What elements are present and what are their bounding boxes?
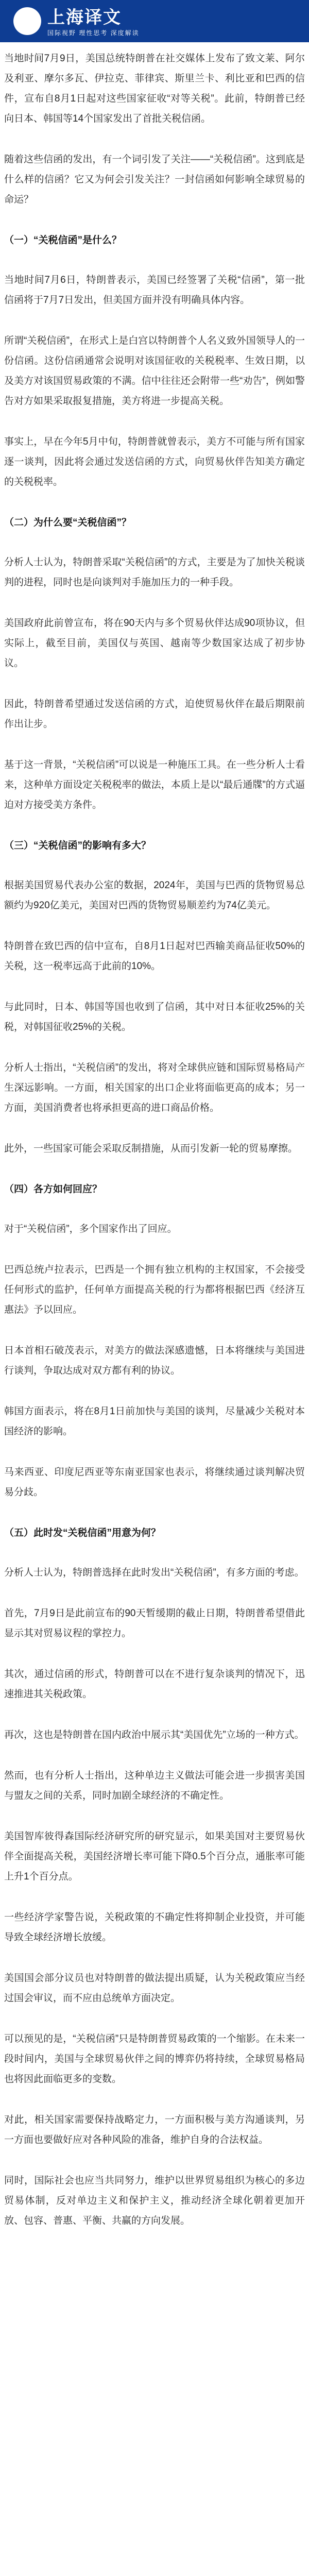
- section-heading: （二）为什么要“关税信函”？: [4, 517, 132, 528]
- article-paragraph: 对于“关税信函”，多个国家作出了回应。: [4, 1224, 177, 1234]
- article-paragraph: 其次，通过信函的形式，特朗普可以在不进行复杂谈判的情况下，迅速推进其关税政策。: [4, 1669, 305, 1700]
- article-paragraph: 基于这一背景，“关税信函”可以说是一种施压工具。在一些分析人士看来，这种单方面设定关税税率的做法，本质上是以“最后通牒”的方式逼迫对方接受美方条件。: [4, 759, 305, 810]
- article-paragraph: 事实上，早在今年5月中旬，特朗普就曾表示，美方不可能与所有国家逐一谈判，因此将会通过发送信函的方式，向贸易伙伴告知美方确定的关税税率。: [4, 436, 305, 487]
- article-paragraph: 日本首相石破茂表示，对美方的做法深感遗憾，日本将继续与美国进行谈判，争取达成对双方都有利的协议。: [4, 1345, 305, 1376]
- article-paragraph: 韩国方面表示，将在8月1日前加快与美国的谈判，尽量减少关税对本国经济的影响。: [4, 1406, 305, 1437]
- article-paragraph: 此外，一些国家可能会采取反制措施，从而引发新一轮的贸易摩擦。: [4, 1143, 298, 1154]
- section-heading: （四）各方如何回应？: [4, 1184, 102, 1195]
- article-paragraph: 一些经济学家警告说，关税政策的不确定性将抑制企业投资，并可能导致全球经济增长放缓。: [4, 1912, 305, 1943]
- article-paragraph: 随着这些信函的发出，有一个词引发了关注——“关税信函”。这到底是什么样的信函？它又为何会引发关注？一封信函如何影响全球贸易的命运？: [4, 154, 305, 205]
- article-paragraph: 然而，也有分析人士指出，这种单边主义做法可能会进一步损害美国与盟友之间的关系，同时加剧全球经济的不确定性。: [4, 1770, 305, 1801]
- article-paragraph: 所谓“关税信函”，在形式上是白宫以特朗普个人名义致外国领导人的一份信函。这份信函通常会说明对该国征收的关税税率、生效日期，以及美方对该国贸易政策的不满。信中往往还会附带一些“劝告”，例如警告对方如果采取报复措施，美方将进一步提高关税。: [4, 335, 305, 406]
- article-paragraph: 分析人士认为，特朗普采取“关税信函”的方式，主要是为了加快关税谈判的进程，同时也是向谈判对手施加压力的一种手段。: [4, 557, 305, 588]
- article-paragraph: 特朗普在致巴西的信中宣布，自8月1日起对巴西输美商品征收50%的关税，这一税率远高于此前的10%。: [4, 941, 305, 972]
- article-body: [4, 48, 305, 2251]
- section-heading: （一）“关税信函”是什么？: [4, 235, 122, 246]
- article-paragraph: 分析人士指出，“关税信函”的发出，将对全球供应链和国际贸易格局产生深远影响。一方面，相关国家的出口企业将面临更高的成本；另一方面，美国消费者也将承担更高的进口商品价格。: [4, 1062, 305, 1113]
- article-paragraph: 对此，相关国家需要保持战略定力，一方面积极与美方沟通谈判，另一方面也要做好应对各种风险的准备，维护自身的合法权益。: [4, 2114, 305, 2145]
- header-banner: [0, 0, 309, 42]
- section-heading: （三）“关税信函”的影响有多大？: [4, 840, 151, 851]
- article-paragraph: 巴西总统卢拉表示，巴西是一个拥有独立机构的主权国家，不会接受任何形式的监护，任何单方面提高关税的行为都将根据巴西《经济互惠法》予以回应。: [4, 1264, 305, 1315]
- brand-tagline: 国际视野 理性思考 深度解读: [47, 29, 140, 37]
- article-paragraph: 当地时间7月6日，特朗普表示，美国已经签署了关税“信函”，第一批信函将于7月7日发出，但美国方面并没有明确具体内容。: [4, 275, 305, 306]
- article-paragraph: 美国政府此前曾宣布，将在90天内与多个贸易伙伴达成90项协议，但实际上，截至目前，美国仅与英国、越南等少数国家达成了初步协议。: [4, 618, 305, 669]
- brand-logo-icon: [13, 7, 41, 35]
- article-paragraph: 首先，7月9日是此前宣布的90天暂缓期的截止日期，特朗普希望借此显示其对贸易议程的掌控力。: [4, 1608, 305, 1639]
- article-paragraph: 分析人士认为，特朗普选择在此时发出“关税信函”，有多方面的考虑。: [4, 1567, 304, 1578]
- section-heading: （五）此时发“关税信函”用意为何？: [4, 1528, 161, 1538]
- brand-name: 上海译文: [47, 7, 122, 28]
- article-paragraph: 因此，特朗普希望通过发送信函的方式，迫使贸易伙伴在最后期限前作出让步。: [4, 699, 305, 730]
- article-paragraph: 可以预见的是，“关税信函”只是特朗普贸易政策的一个缩影。在未来一段时间内，美国与全球贸易伙伴之间的博弈仍将持续，全球贸易格局也将因此面临更多的变数。: [4, 2033, 305, 2084]
- article-paragraph: 同时，国际社会也应当共同努力，维护以世界贸易组织为核心的多边贸易体制，反对单边主义和保护主义，推动经济全球化朝着更加开放、包容、普惠、平衡、共赢的方向发展。: [4, 2175, 305, 2226]
- article-paragraph: 与此同时，日本、韩国等国也收到了信函，其中对日本征收25%的关税，对韩国征收25%的关税。: [4, 1002, 305, 1032]
- article-paragraph: 根据美国贸易代表办公室的数据，2024年，美国与巴西的货物贸易总额约为920亿美元，美国对巴西的货物贸易顺差约为74亿美元。: [4, 880, 305, 911]
- article-paragraph: 马来西亚、印度尼西亚等东南亚国家也表示，将继续通过谈判解决贸易分歧。: [4, 1467, 305, 1498]
- article-paragraph: 再次，这也是特朗普在国内政治中展示其“美国优先”立场的一种方式。: [4, 1730, 304, 1740]
- article-paragraph: 当地时间7月9日，美国总统特朗普在社交媒体上发布了致文莱、阿尔及利亚、摩尔多瓦、伊拉克、菲律宾、斯里兰卡、利比亚和巴西的信件，宣布自8月1日起对这些国家征收“对等关税”。此前，特朗普已经向日本、韩国等14个国家发出了首批关税信函。: [4, 53, 305, 124]
- article-paragraph: 美国国会部分议员也对特朗普的做法提出质疑，认为关税政策应当经过国会审议，而不应由总统单方面决定。: [4, 1973, 305, 2004]
- article-paragraph: 美国智库彼得森国际经济研究所的研究显示，如果美国对主要贸易伙伴全面提高关税，美国经济增长率可能下降0.5个百分点，通胀率可能上升1个百分点。: [4, 1831, 305, 1882]
